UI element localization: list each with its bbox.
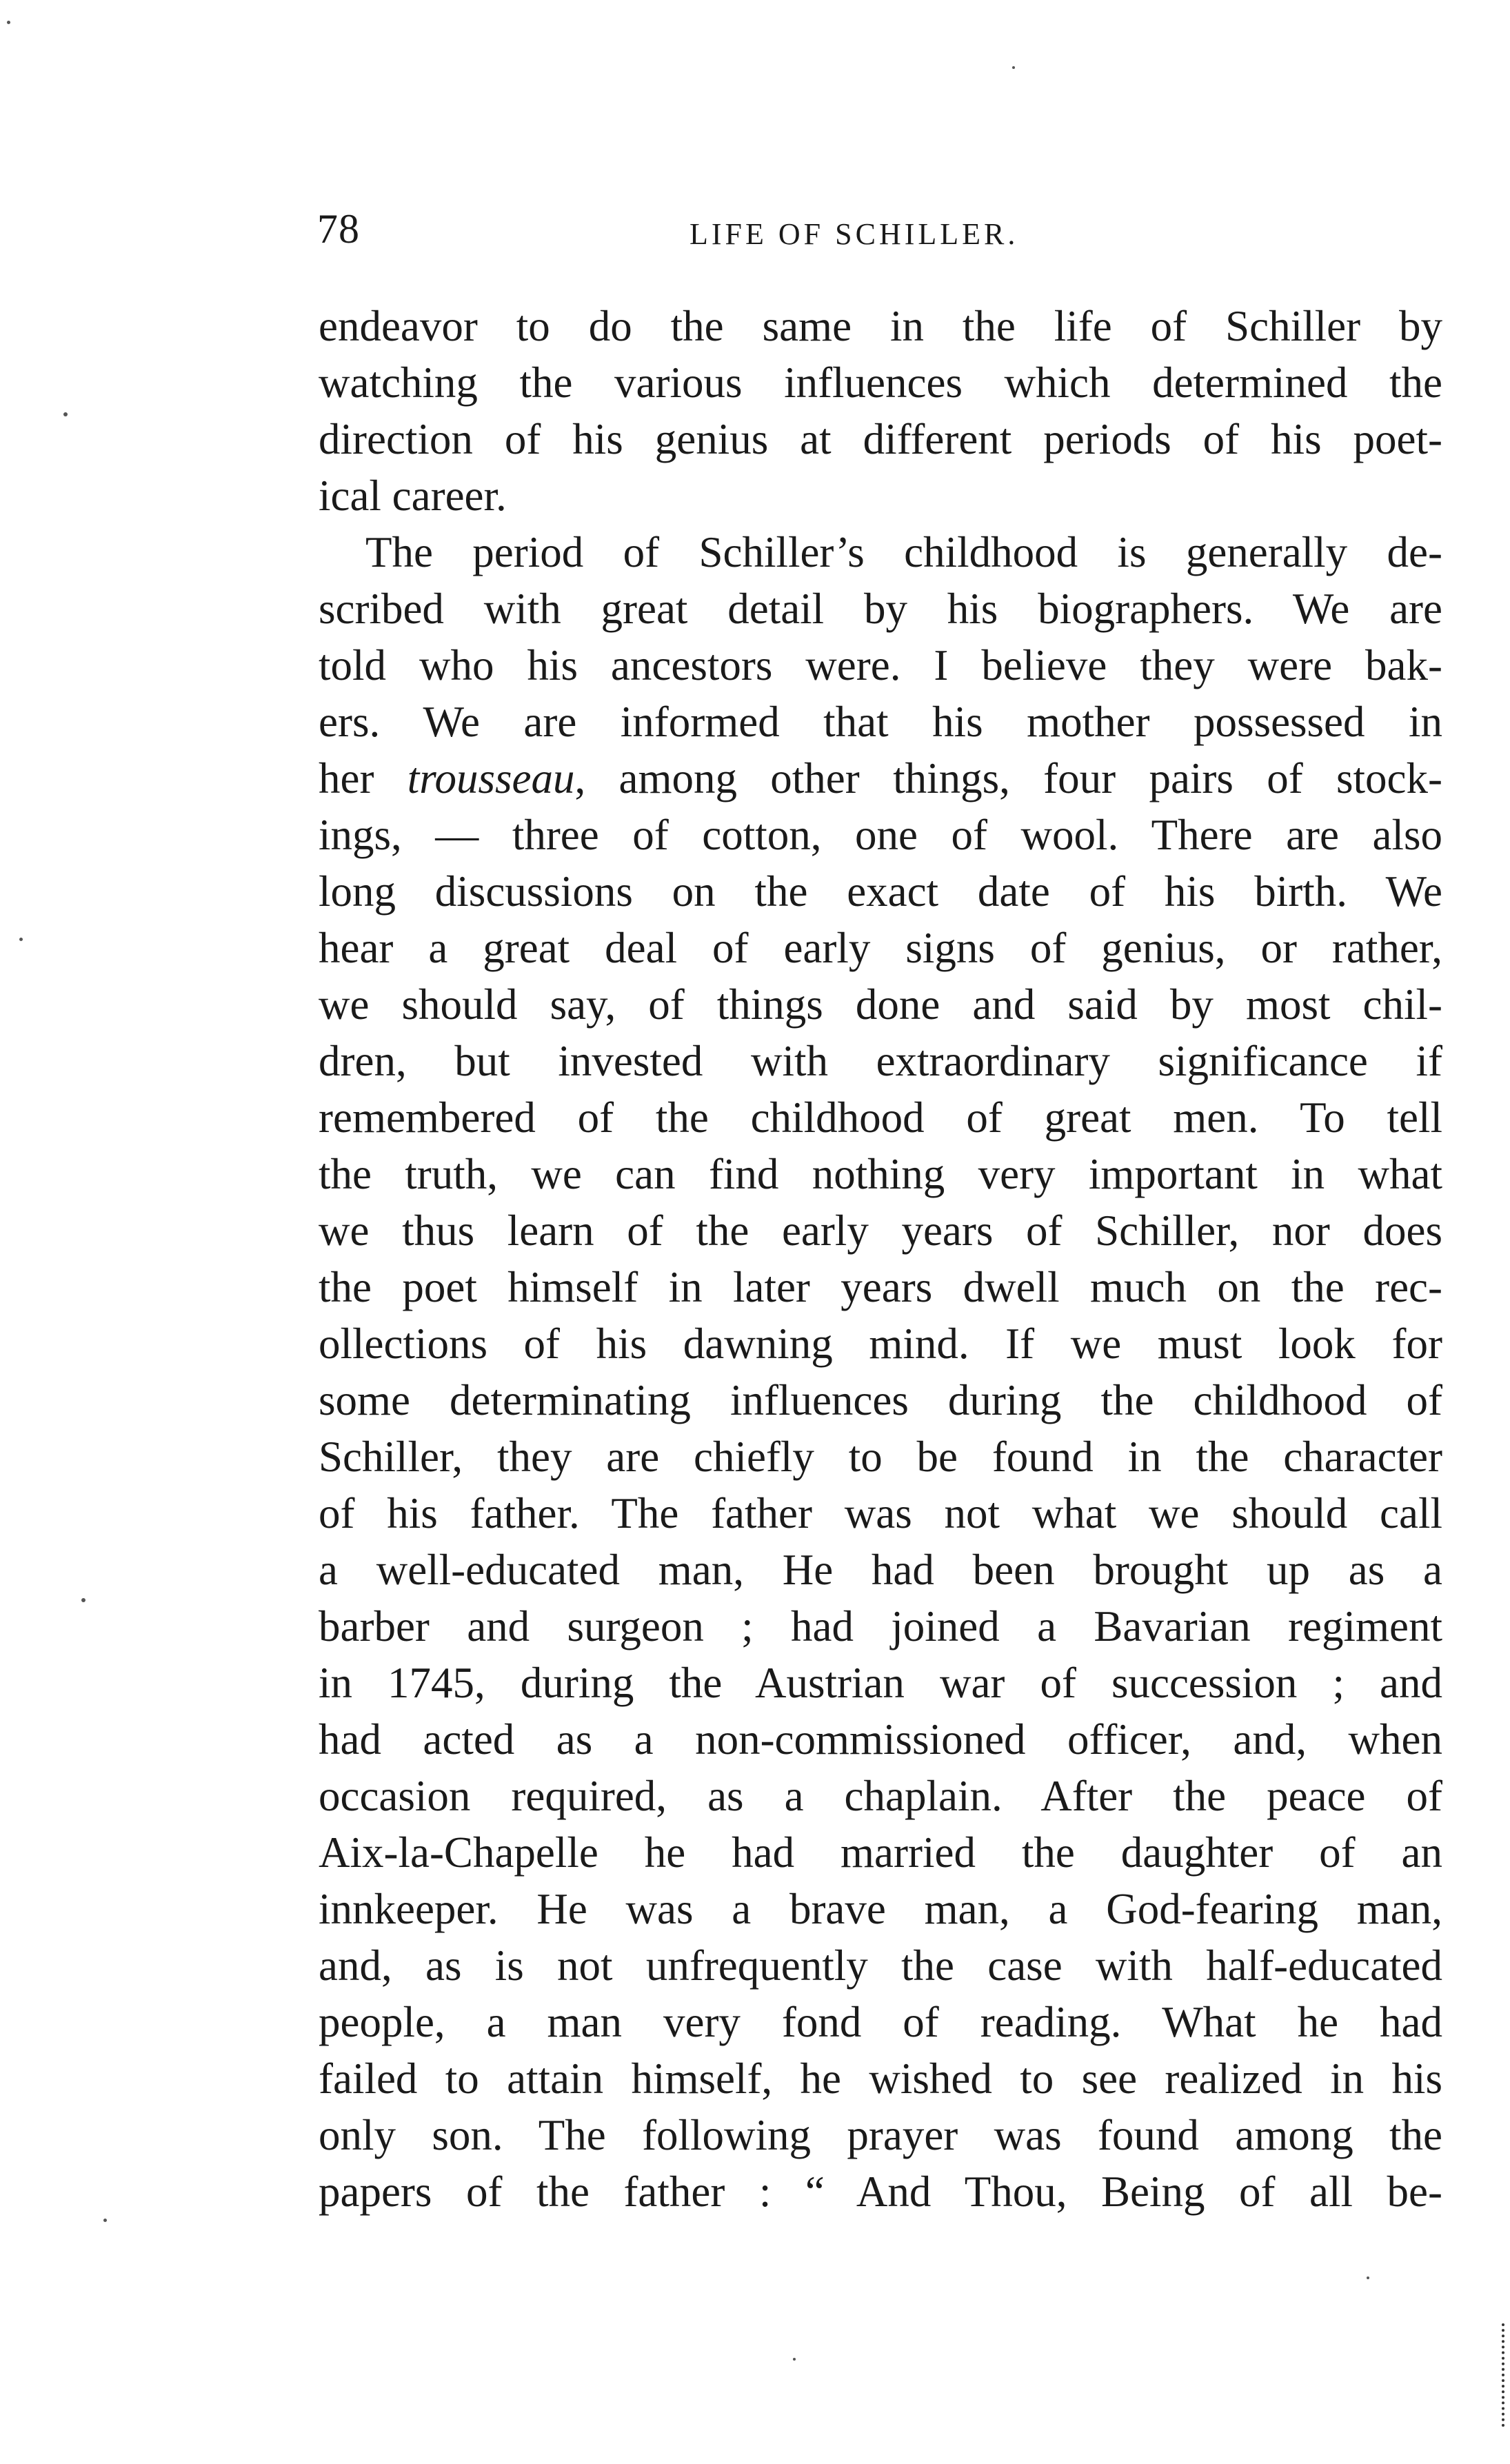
text-line: the truth, we can find nothing very important in what — [319, 1150, 1442, 1198]
text-line: ical career. — [319, 472, 507, 520]
text-line: we thus learn of the early years of Schiller, nor does — [319, 1206, 1442, 1255]
text-line: had acted as a non-commissioned officer, and, when — [319, 1715, 1442, 1764]
scan-speck — [103, 2219, 107, 2222]
running-head: LIFE OF SCHILLER. — [689, 217, 1019, 251]
text-line: Aix-la-Chapelle he had married the daughter of an — [319, 1828, 1442, 1877]
text-line: watching the various influences which determined the — [319, 359, 1442, 407]
text-line: ings, — three of cotton, one of wool. There are also — [319, 811, 1442, 859]
text-line: in 1745, during the Austrian war of succession ; and — [319, 1659, 1442, 1707]
text-line: ollections of his dawning mind. If we must look for — [319, 1320, 1442, 1368]
page-edge-mark — [1495, 2323, 1504, 2427]
text-line: told who his ancestors were. I believe they were bak- — [319, 641, 1442, 689]
text-line: remembered of the childhood of great men. To tell — [319, 1093, 1442, 1142]
scan-speck — [1012, 66, 1015, 69]
scan-speck — [19, 938, 23, 941]
text-line: people, a man very fond of reading. What he had — [319, 1998, 1442, 2046]
text-line: long discussions on the exact date of his birth. We — [319, 867, 1442, 916]
text-line: of his father. The father was not what we should call — [319, 1489, 1442, 1537]
scan-speck — [1367, 2276, 1369, 2279]
text-line: ers. We are informed that his mother possessed in — [319, 698, 1442, 746]
text-line: direction of his genius at different periods of his poet- — [319, 415, 1442, 463]
scan-speck — [81, 1598, 85, 1602]
text-line: barber and surgeon ; had joined a Bavarian regiment — [319, 1602, 1442, 1650]
text-line: innkeeper. He was a brave man, a God-fearing man, — [319, 1885, 1442, 1933]
text-line: Schiller, they are chiefly to be found in the character — [319, 1433, 1442, 1481]
text-line: papers of the father : “ And Thou, Being of all be- — [319, 2168, 1442, 2216]
text-line: and, as is not unfrequently the case with half-educated — [319, 1941, 1442, 1990]
text-line: scribed with great detail by his biographers. We are — [319, 585, 1442, 633]
text-line: her trousseau, among other things, four pairs of stock- — [319, 754, 1442, 802]
text-line: dren, but invested with extraordinary significance if — [319, 1037, 1442, 1085]
scan-speck — [7, 21, 10, 24]
page-header — [317, 201, 1448, 256]
text-line: occasion required, as a chaplain. After the peace of — [319, 1772, 1442, 1820]
text-line: The period of Schiller’s childhood is generally de- — [365, 528, 1442, 576]
text-line: endeavor to do the same in the life of Schiller by — [319, 302, 1442, 350]
text-line: we should say, of things done and said by most chil- — [319, 980, 1442, 1029]
scan-speck — [793, 2358, 796, 2361]
text-line: only son. The following prayer was found among the — [319, 2111, 1442, 2159]
scan-speck — [63, 412, 68, 416]
page-number: 78 — [317, 206, 360, 252]
text-line: a well-educated man, He had been brought up as a — [319, 1546, 1442, 1594]
body-text — [319, 298, 1442, 2220]
text-line: failed to attain himself, he wished to see realized in his — [319, 2054, 1442, 2103]
italic-word: trousseau — [407, 754, 575, 802]
text-line: the poet himself in later years dwell much on the rec- — [319, 1263, 1442, 1311]
text-line: hear a great deal of early signs of genius, or rather, — [319, 924, 1442, 972]
text-line: some determinating influences during the childhood of — [319, 1376, 1442, 1424]
